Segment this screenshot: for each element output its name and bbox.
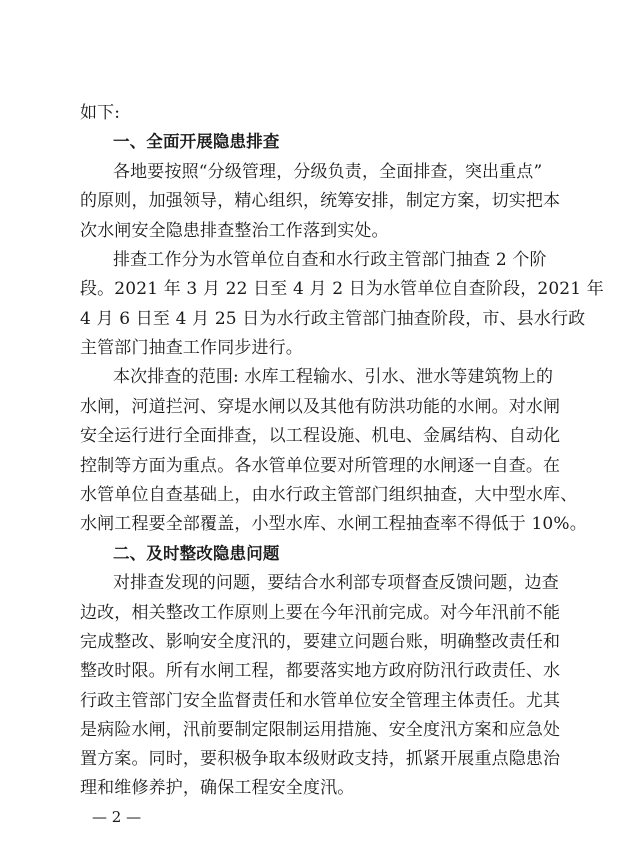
paragraph-2-line-4: 主管部门抽查工作同步进行。 [80,338,303,358]
paragraph-2-line-2: 段。2021 年 3 月 22 日至 4 月 2 日为水管单位自查阶段，2021 年 [80,279,604,299]
paragraph-1-line-2: 的原则，加强领导，精心组织，统筹安排，制定方案，切实把本 [80,191,561,211]
opening-line: 如下: [80,103,121,123]
paragraph-2-line-1: 排查工作分为水管单位自查和水行政主管部门抽查 2 个阶 [113,250,547,270]
paragraph-4-line-7: 置方案。同时，要积极争取本级财政支持，抓紧开展重点隐患治 [80,749,561,769]
paragraph-3-line-2: 水闸，河道拦河、穿堤水闸以及其他有防洪功能的水闸。对水闸 [80,397,561,417]
paragraph-3-line-6: 水闸工程要全部覆盖，小型水库、水闸工程抽查率不得低于 10%。 [80,514,587,534]
paragraph-3-line-4: 控制等方面为重点。各水管单位要对所管理的水闸逐一自查。在 [80,456,561,476]
paragraph-4-line-6: 是病险水闸，汛前要制定限制运用措施、安全度汛方案和应急处 [80,720,561,740]
paragraph-4-line-1: 对排查发现的问题，要结合水利部专项督查反馈问题，边查 [113,573,559,593]
paragraph-2-line-3: 4 月 6 日至 4 月 25 日为水行政主管部门抽查阶段，市、县水行政 [80,309,586,329]
paragraph-3-line-3: 安全运行进行全面排查，以工程设施、机电、金属结构、自动化 [80,426,561,446]
paragraph-4-line-2: 边改，相关整改工作原则上要在今年汛前完成。对今年汛前不能 [80,603,561,623]
paragraph-1-line-1: 各地要按照“分级管理，分级负责，全面排查，突出重点” [113,162,543,182]
section-heading-2: 二、及时整改隐患问题 [113,544,280,563]
paragraph-4-line-8: 理和维修养护，确保工程安全度汛。 [80,778,355,798]
paragraph-3-line-5: 水管单位自查基础上，由水行政主管部门组织抽查，大中型水库、 [80,485,578,505]
page-number: — 2 — [92,808,142,826]
section-heading-1: 一、全面开展隐患排查 [113,132,280,151]
paragraph-3-line-1: 本次排查的范围: 水库工程输水、引水、泄水等建筑物上的 [113,367,554,387]
paragraph-1-line-3: 次水闸安全隐患排查整治工作落到实处。 [80,221,389,241]
paragraph-4-line-4: 整改时限。所有水闸工程，都要落实地方政府防汛行政责任、水 [80,661,561,681]
paragraph-4-line-5: 行政主管部门安全监督责任和水管单位安全管理主体责任。尤其 [80,691,561,711]
paragraph-4-line-3: 完成整改、影响安全度汛的，要建立问题台账，明确整改责任和 [80,632,561,652]
